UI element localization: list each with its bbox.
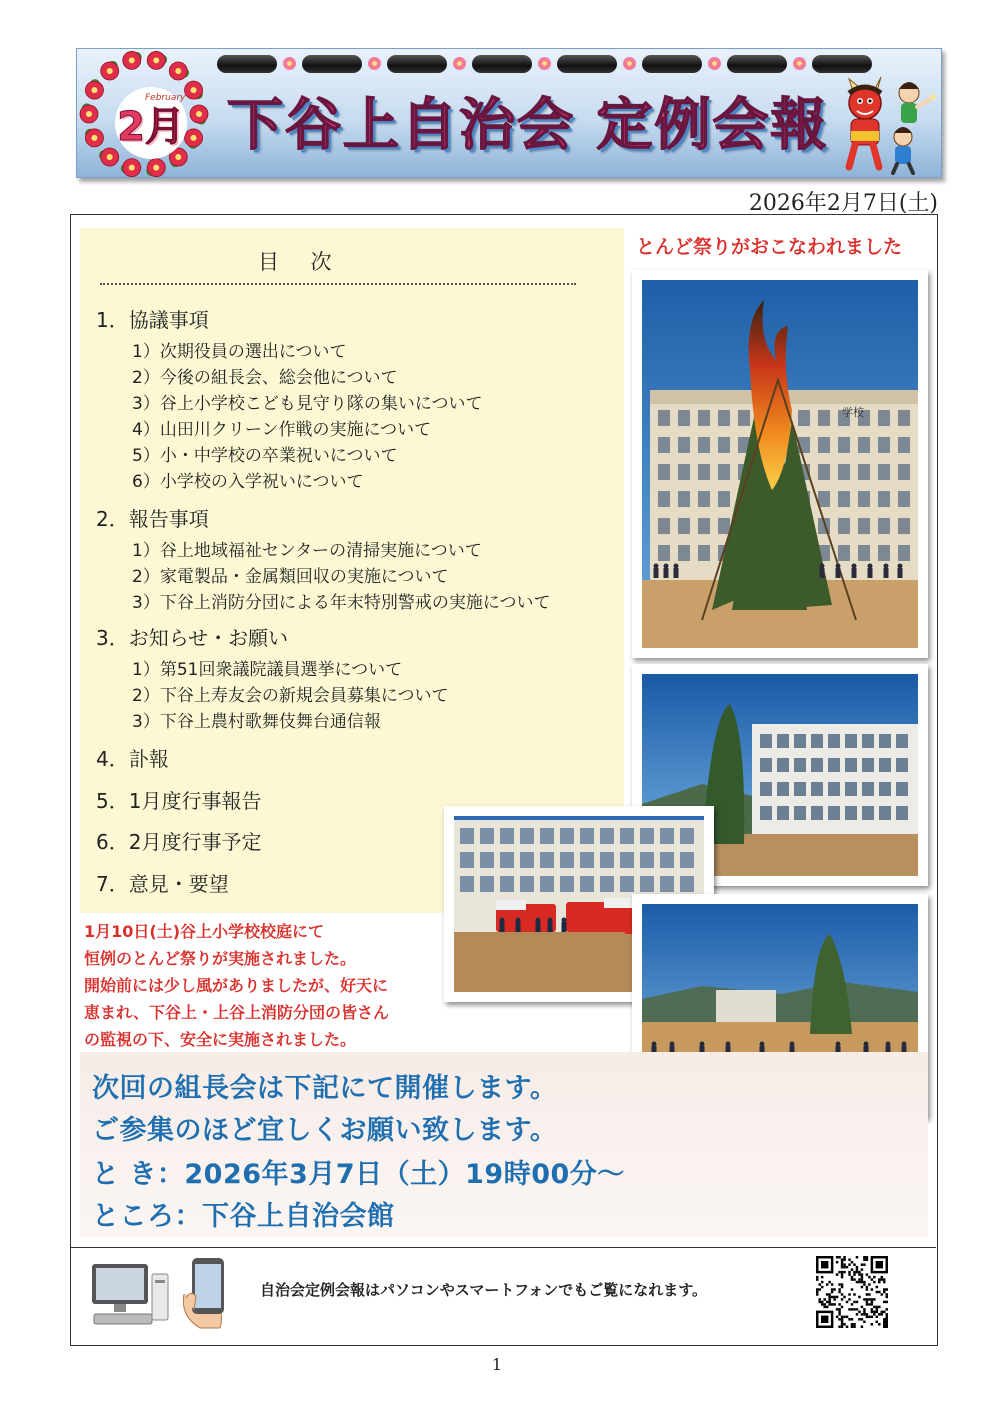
ehomaki-roll-icon (642, 55, 702, 73)
page-number: 1 (491, 1355, 503, 1374)
issue-date: 2026年2月7日(土) (748, 191, 938, 216)
event-report (84, 918, 434, 1053)
smartphone-icon (180, 1254, 236, 1332)
flower-icon (793, 57, 806, 70)
toc-divider (100, 283, 576, 285)
toc-section-1: 1．協議事項 (96, 308, 209, 332)
ehomaki-roll-icon (727, 55, 787, 73)
toc-item: 5）小・中学校の卒業祝いについて (132, 446, 398, 466)
ehomaki-decoration-row (217, 51, 937, 77)
notice-line-2: ご参集のほど宜しくお願い致します。 (92, 1115, 558, 1146)
footer-divider (70, 1247, 936, 1248)
newsletter-title: 下谷上自治会 定例会報 (227, 93, 829, 158)
desktop-computer-icon (90, 1262, 172, 1328)
ehomaki-roll-icon (557, 55, 617, 73)
toc-item: 1）第51回衆議院議員選挙について (132, 660, 403, 680)
oni-and-children-illustration (837, 67, 937, 175)
qr-code-icon[interactable] (816, 1256, 888, 1328)
ehomaki-roll-icon (217, 55, 277, 73)
report-line: 恵まれ、下谷上・上谷上消防分団の皆さん (84, 1003, 389, 1022)
toc-item: 6）小学校の入学祝いについて (132, 472, 364, 492)
report-line: 開始前には少し風がありましたが、好天に (84, 976, 389, 995)
flower-icon (453, 57, 466, 70)
toc-item: 1）谷上地域福祉センターの清掃実施について (132, 541, 482, 561)
report-line: 1月10日(土)谷上小学校校庭にて (84, 922, 325, 941)
toc-title: 目次 (258, 250, 363, 274)
toc-item: 2）今後の組長会、総会他について (132, 368, 398, 388)
report-line: 恒例のとんど祭りが実施されました。 (84, 949, 357, 968)
flower-icon (368, 57, 381, 70)
ehomaki-roll-icon (302, 55, 362, 73)
toc-item: 3）下谷上農村歌舞伎舞台通信報 (132, 712, 381, 732)
flower-icon (283, 57, 296, 70)
report-line: の監視の下、安全に実施されました。 (84, 1030, 357, 1049)
toc-item: 1）次期役員の選出について (132, 342, 347, 362)
photo-caption: とんど祭りがおこなわれました (636, 236, 903, 258)
flower-icon (538, 57, 551, 70)
ehomaki-roll-icon (472, 55, 532, 73)
notice-line-1: 次回の組長会は下記にて開催します。 (92, 1073, 558, 1104)
tondo-bonfire-photo (642, 280, 918, 648)
toc-section-4: 4．訃報 (96, 747, 169, 771)
toc-item: 3）谷上小学校こども見守り隊の集いについて (132, 394, 483, 414)
footer-message: 自治会定例会報はパソコンやスマートフォンでもご覧になれます。 (260, 1281, 708, 1299)
toc-section-6: 6．2月度行事予定 (96, 830, 262, 854)
toc-section-5: 5．1月度行事報告 (96, 789, 262, 813)
meeting-time: と き：2026年3月7日（土）19時00分～ (92, 1159, 625, 1190)
school-sign-text: 学校 (842, 406, 864, 419)
flower-icon (623, 57, 636, 70)
ehomaki-roll-icon (387, 55, 447, 73)
toc-section-3: 3．お知らせ・お願い (96, 626, 289, 650)
toc-item: 3）下谷上消防分団による年末特別警戒の実施について (132, 593, 551, 613)
month-english: February (145, 93, 186, 103)
toc-section-2: 2．報告事項 (96, 507, 209, 531)
month-badge (115, 87, 187, 159)
meeting-place: ところ：下谷上自治会館 (92, 1201, 395, 1232)
month-number: 2月 (117, 104, 185, 150)
header-banner (76, 48, 942, 178)
flower-icon (708, 57, 721, 70)
toc-item: 2）下谷上寿友会の新規会員募集について (132, 686, 449, 706)
toc-item: 4）山田川クリーン作戦の実施について (132, 420, 432, 440)
toc-section-7: 7．意見・要望 (96, 872, 229, 896)
toc-item: 2）家電製品・金属類回収の実施について (132, 567, 449, 587)
